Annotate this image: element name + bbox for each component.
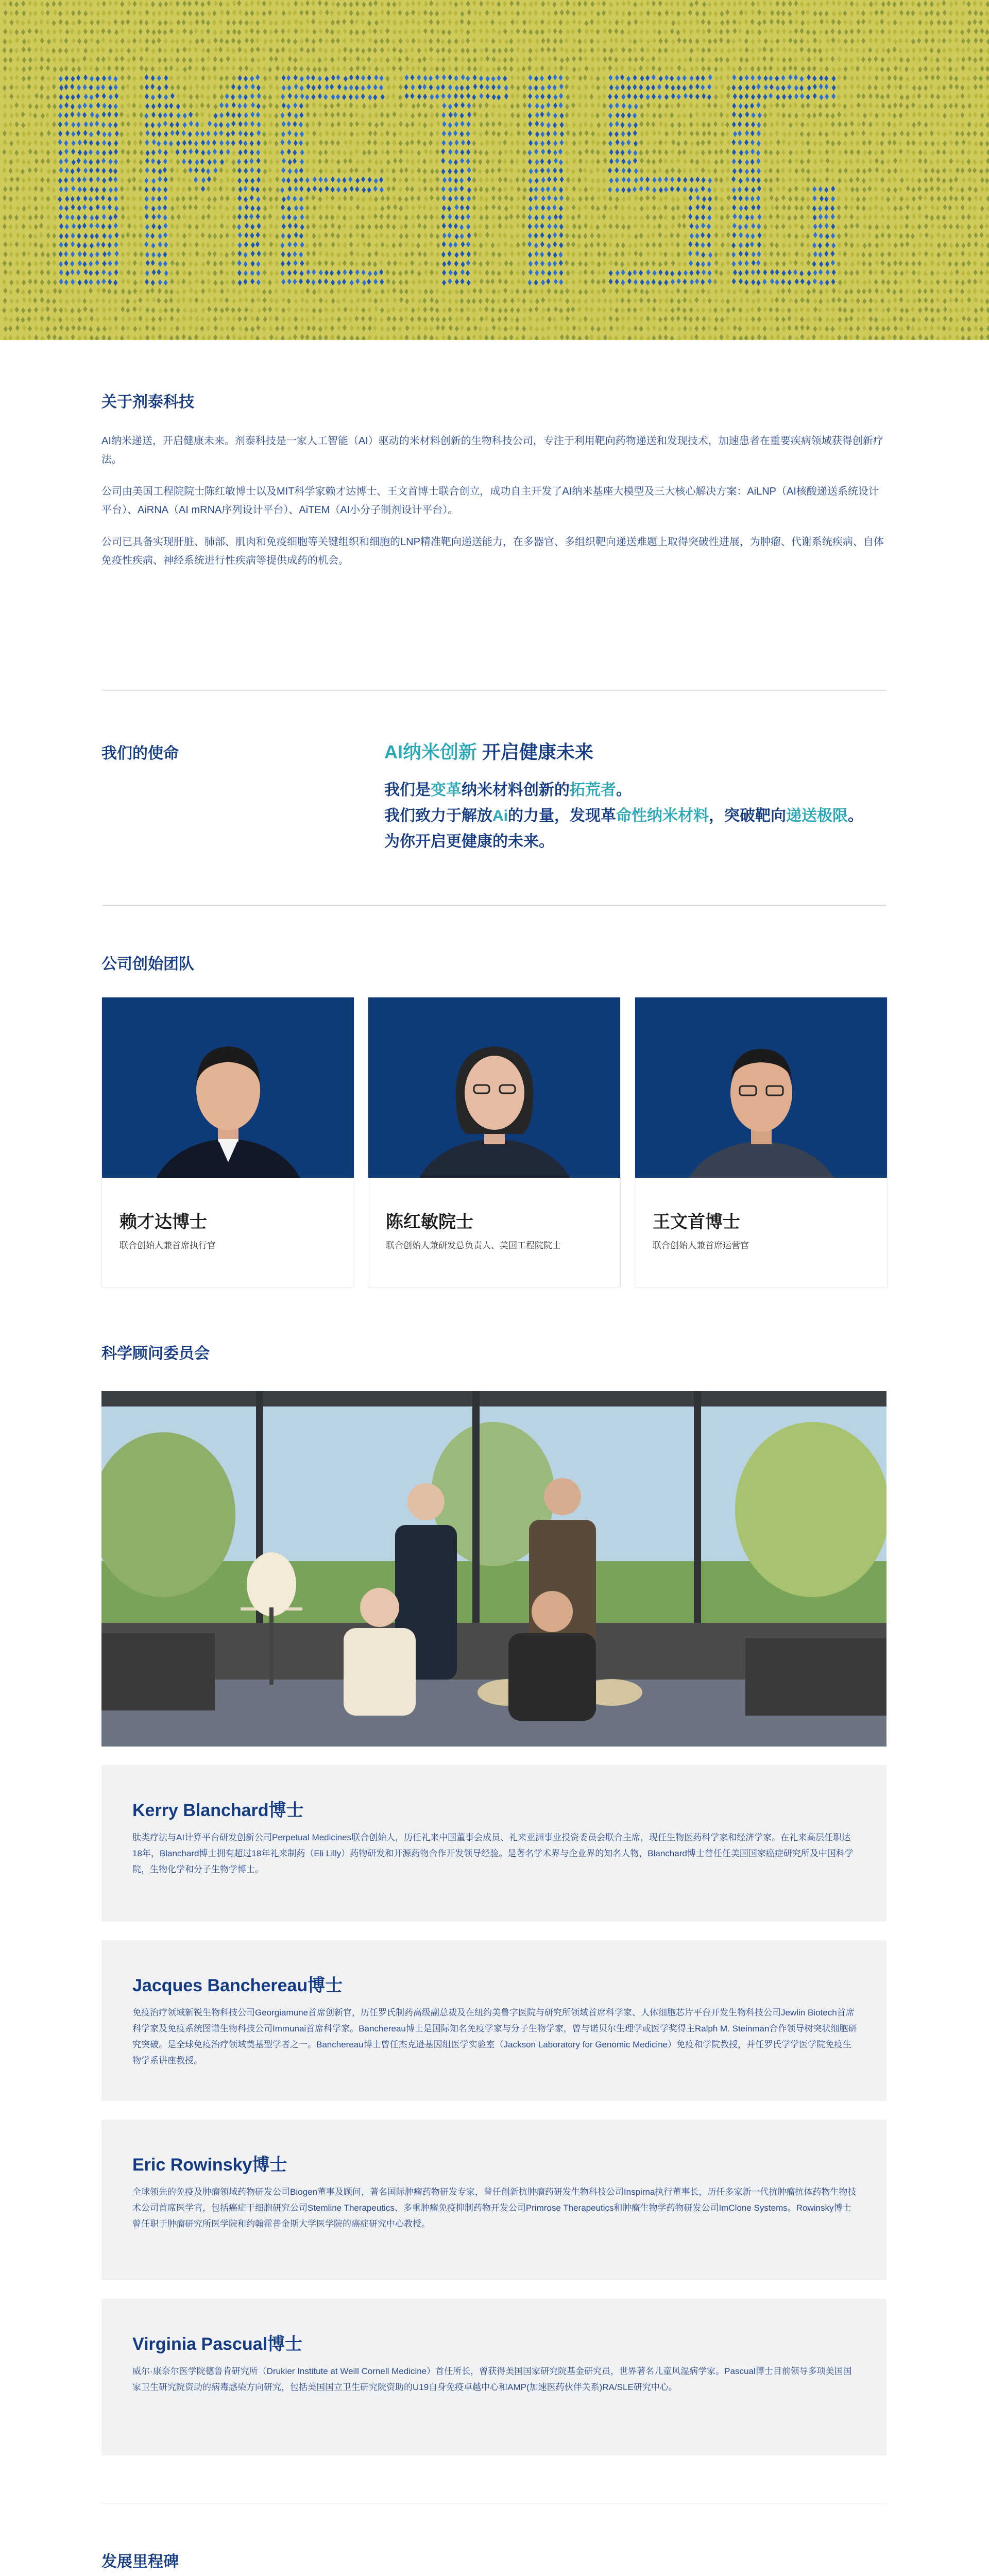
advisor-bio: 威尔·康奈尔医学院德鲁肯研究所（Drukier Institute at Weill Cornell Medicine）首任所长，曾获得美国国家研究院基金研究员，世界著名儿童风湿病学家。Pascual博士目前领导多项美国国家卫生研究院资助的病毒感染方向研究，包括美国国立卫生研究院资助的U19自身免疫卓越中心和AMP(加速医药伙伴关系)RA/SLE研究中心。 [132, 2366, 852, 2392]
advisor-card [101, 1765, 886, 1922]
founder-photo [102, 997, 354, 1178]
mission-accent: 变革 [431, 782, 462, 799]
mission-accent: 递送极限 [786, 807, 848, 824]
advisor-name: Jacques Banchereau博士 [132, 1976, 343, 1995]
advisor-bio: 肽类疗法与AI计算平台研发创新公司Perpetual Medicines联合创始人，历任礼来中国董事会成员、礼来亚洲事业投资委员会联合主席，现任生物医药科学家和经济学家。在礼来高层任职达18年，Blanchard博士拥有超过18年礼来制药（Eli Lilly）药物研发和开源药物合作开发领导经验。是著名学术界与企业界的知名人物，Blanchard博士曾任任美国国家癌症研究所及中国科学院，生物化学和分子生物学博士。 [132, 1833, 854, 1874]
mission-text: 我们致力于解放 [384, 807, 492, 824]
about-paragraph: AI纳米递送，开启健康未来。剂泰科技是一家人工智能（AI）驱动的米材料创新的生物科技公司，专注于利用靶向药物递送和发现技术，加速患者在重要疾病领域获得创新疗法。 [101, 435, 883, 465]
hero-banner [0, 0, 989, 340]
mission-headline-accent: AI纳米创新 [384, 741, 478, 762]
mission-line [384, 803, 886, 829]
mission-text: ，突破靶向 [709, 807, 786, 824]
advisor-bio: 全球领先的免疫及肿瘤领域药物研发公司Biogen董事及顾问，著名国际肿瘤药物研发专家，曾任创新抗肿瘤药研发生物科技公司Inspirna执行董事长，历任多家新一代抗肿瘤抗体药物生物技术公司首席医学官，包括癌症干细胞研究公司Stemline Therapeutics、多重肿瘤免疫抑制药物开发公司Primrose Therapeutics和肿瘤生物学药物研发公司ImClone Systems。Rowinsky博士曾任职于肿瘤研究所医学院和约翰霍普金斯大学医学院的癌症研究中心教授。 [132, 2187, 857, 2229]
mission-block [384, 738, 886, 855]
mission-text: 。 [616, 782, 632, 799]
founder-photo [635, 997, 887, 1178]
person-portrait-icon [368, 997, 620, 1178]
advisor-bio: 免疫治疗领域新锐生物科技公司Georgiamune首席创新官，历任罗氏制药高级副总裁及在纽约美鲁字医院与研究所领域首席科学家、人体细胞芯片平台开发生物科技公司Jewlin Biotech首席科学家及免疫系统图谱生物科技公司Immunai首席科学家。Banchereau博士是国际知名免疫学家与分子生物学家，曾与诺贝尔生理学或医学奖得主Ralph M. Steinman合作领导树突状细胞研究突破。是全球免疫治疗领域奠基型学者之一。Banchereau博士曾任杰克逊基因组医学实验室（Jackson Laboratory for Genomic Medicine）免疫和学院教授，并任罗氏学学医学院免疫生物学系讲座教授。 [132, 2008, 857, 2065]
mission-text: 我们是 [384, 782, 431, 799]
founder-card [368, 997, 621, 1287]
mission-line [384, 777, 886, 803]
divider [101, 905, 886, 906]
advisor-card [101, 2299, 886, 2455]
about-paragraph: 公司由美国工程院院士陈红敏博士以及MIT科学家赖才达博士、王文首博士联合创立，成功自主开发了AI纳米基座大模型及三大核心解决方案：AiLNP（AI核酸递送系统设计平台）、AiRNA（AI mRNA序列设计平台）、AiTEM（AI小分子制剂设计平台）。 [101, 486, 879, 516]
molecule-pattern-icon [0, 0, 989, 340]
mission-line: 为你开启更健康的未来。 [384, 833, 554, 850]
mission-headline [384, 738, 886, 764]
about-body [101, 432, 886, 583]
founder-name: 赖才达博士 [120, 1212, 207, 1232]
advisor-card [101, 2120, 886, 2280]
person-portrait-icon [635, 997, 887, 1178]
founder-card [635, 997, 888, 1287]
founder-card [101, 997, 354, 1287]
founder-name: 陈红敏院士 [386, 1212, 473, 1232]
about-title: 关于剂泰科技 [101, 394, 194, 411]
founder-role: 联合创始人兼研发总负责人、美国工程院院士 [386, 1241, 561, 1250]
advisors-title: 科学顾问委员会 [101, 1345, 210, 1362]
milestones-title: 发展里程碑 [101, 2553, 179, 2570]
mission-text: 纳米材料创新的 [462, 782, 570, 799]
founder-role: 联合创始人兼首席运营官 [653, 1241, 749, 1250]
founder-name: 王文首博士 [653, 1212, 740, 1232]
group-photo-icon [101, 1391, 886, 1747]
mission-text: 。 [848, 807, 863, 824]
mission-accent: 命性纳米材料 [616, 807, 709, 824]
advisor-name: Virginia Pascual博士 [132, 2334, 303, 2354]
mission-text: 的力量，发现革 [508, 807, 616, 824]
mission-headline-rest: 开启健康未来 [477, 741, 594, 762]
founder-photo [368, 997, 620, 1178]
founder-role: 联合创始人兼首席执行官 [120, 1241, 216, 1250]
advisor-card [101, 1940, 886, 2101]
mission-accent: 拓荒者 [570, 782, 616, 799]
advisor-name: Kerry Blanchard博士 [132, 1801, 304, 1820]
person-portrait-icon [102, 997, 354, 1178]
advisor-name: Eric Rowinsky博士 [132, 2155, 287, 2175]
divider [101, 690, 886, 691]
mission-accent: Ai [492, 807, 508, 824]
advisors-group-photo [101, 1391, 886, 1747]
mission-label: 我们的使命 [101, 745, 179, 762]
founders-title: 公司创始团队 [101, 956, 194, 973]
about-paragraph: 公司已具备实现肝脏、肺部、肌肉和免疫细胞等关键组织和细胞的LNP精准靶向递送能力，在多器官、多组织靶向递送难题上取得突破性进展，为肿瘤、代谢系统疾病、自体免疫性疾病、神经系统进行性疾病等提供成药的机会。 [101, 536, 884, 566]
